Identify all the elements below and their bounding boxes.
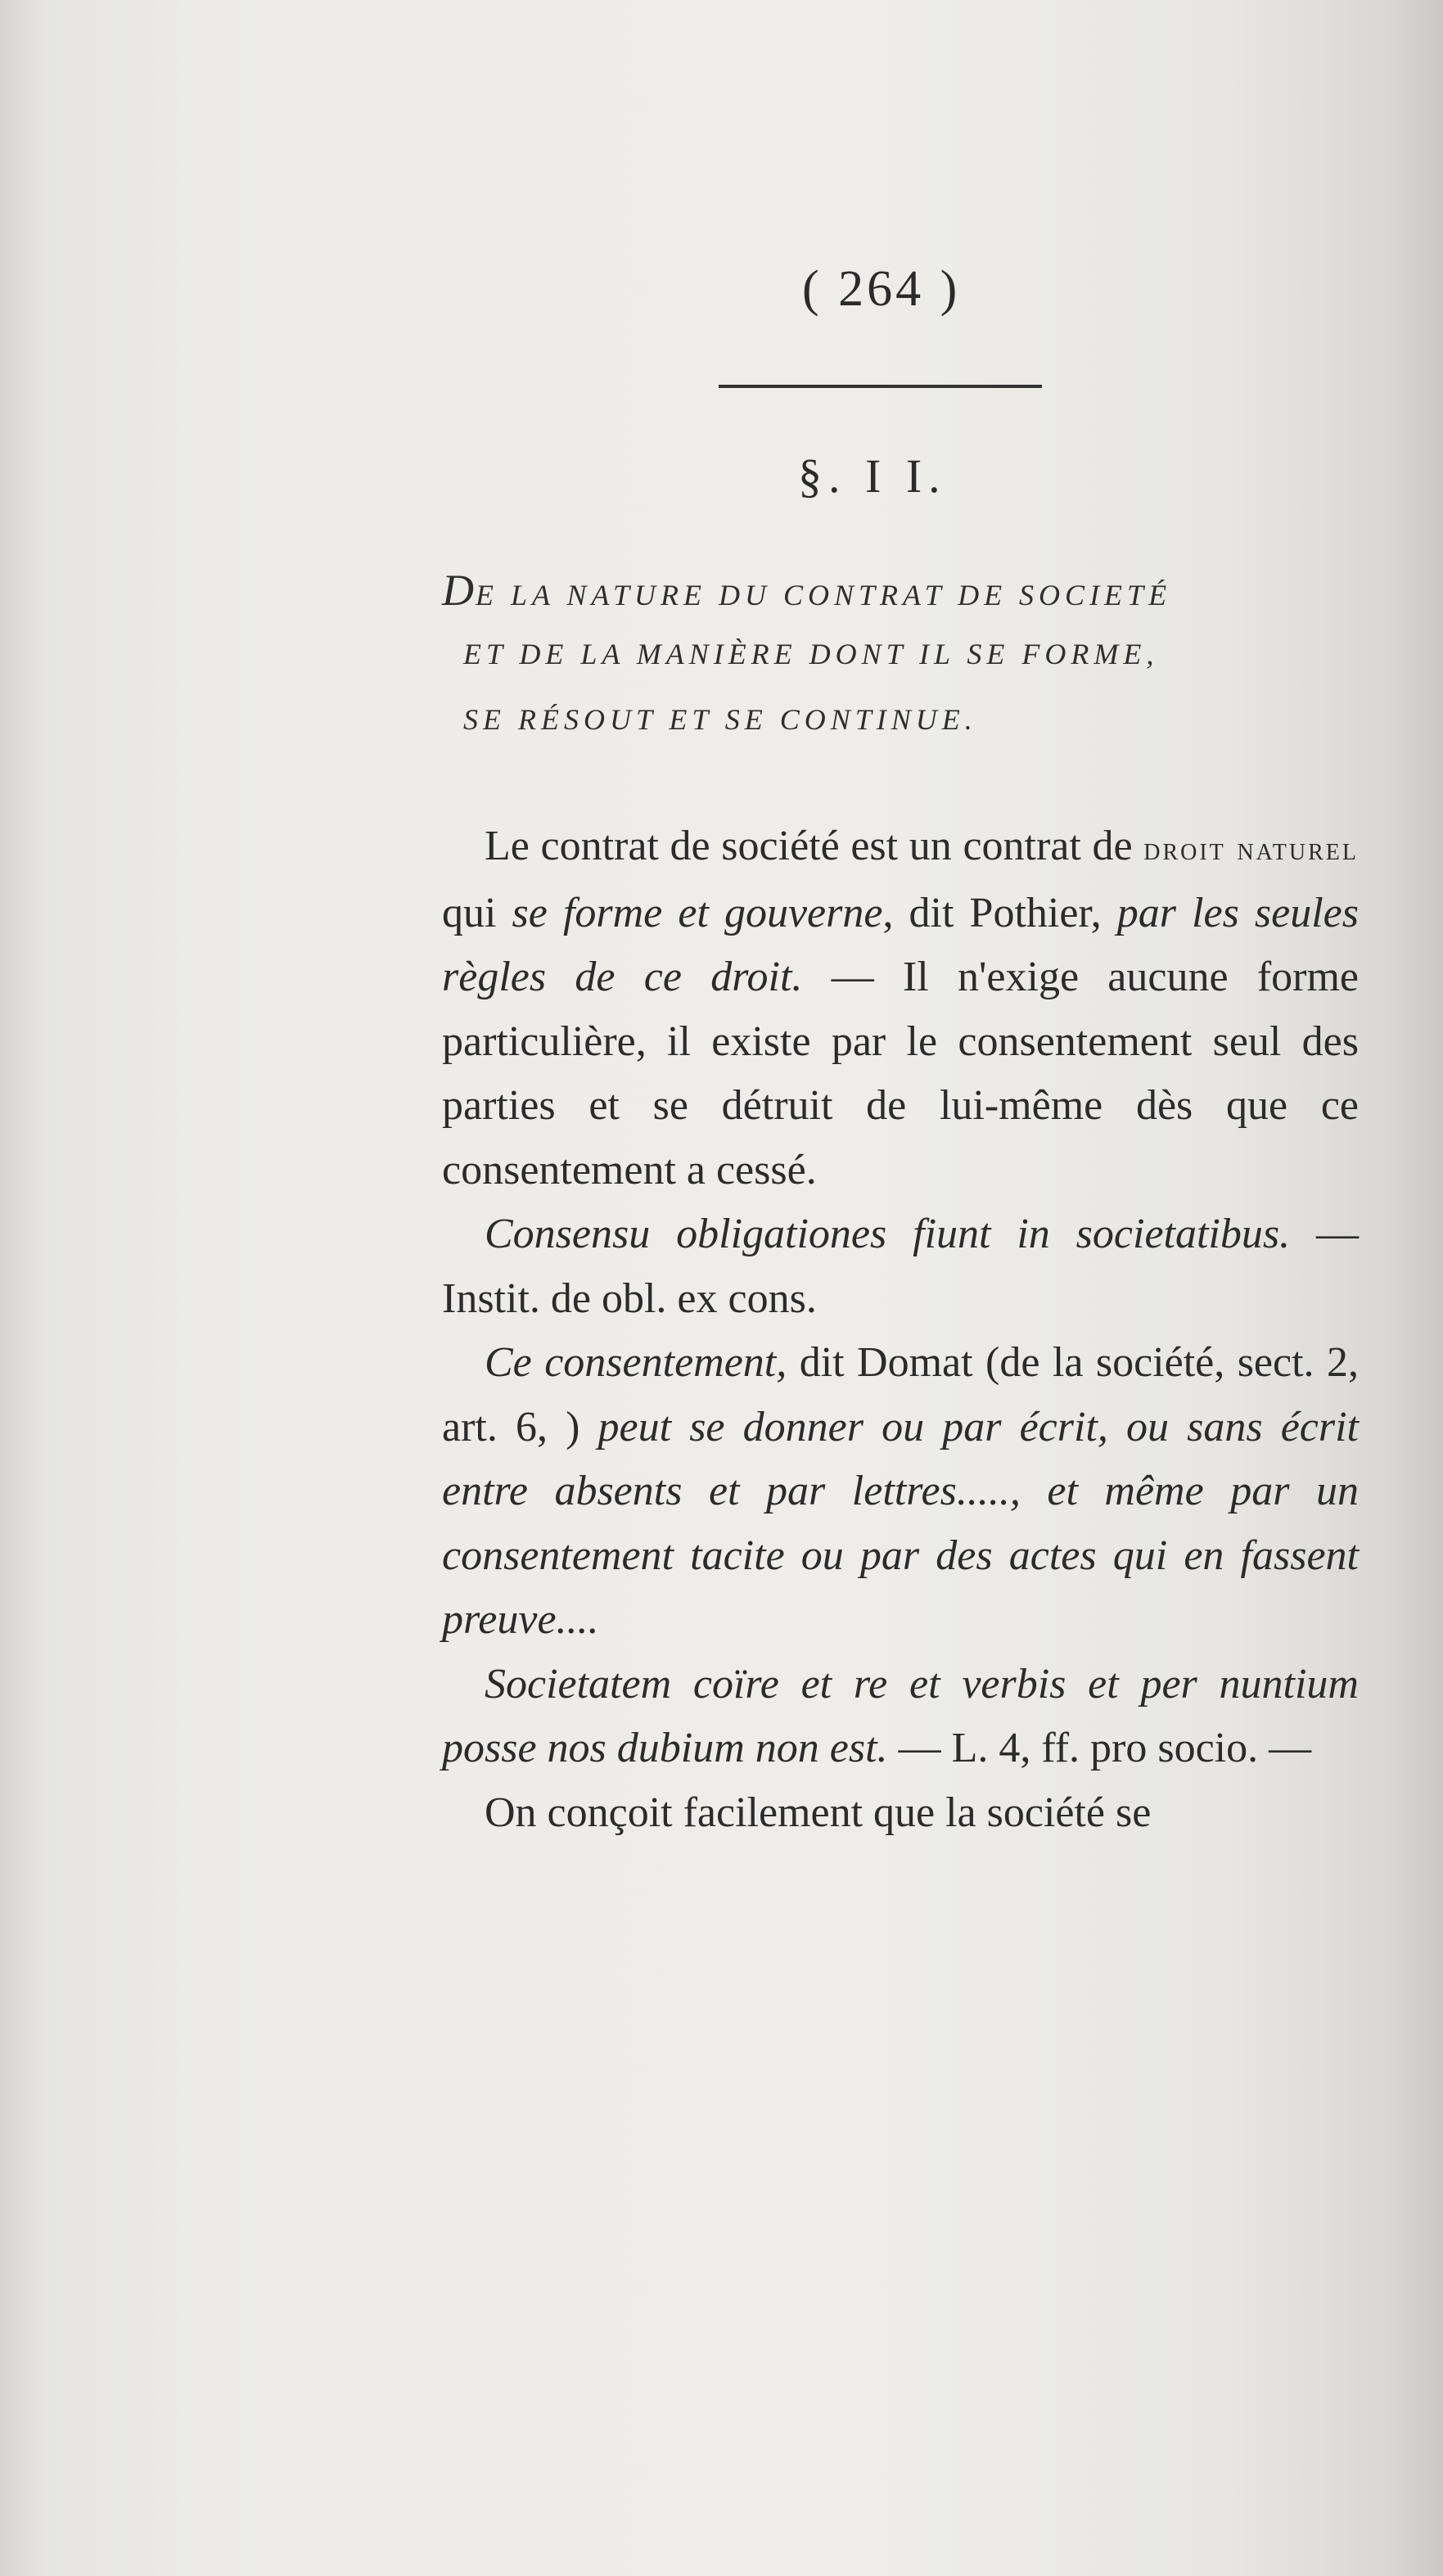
- paragraph-1-text-c: , dit Pothier,: [882, 889, 1117, 936]
- chapter-heading-line-3: SE RÉSOUT ET SE CONTINUE.: [463, 703, 977, 736]
- paragraph-2-citation: — Instit. de obl. ex cons.: [442, 1211, 1359, 1322]
- body-text: [442, 814, 1359, 1845]
- paragraph-1-small-caps: droit naturel: [1143, 830, 1359, 867]
- paragraph-1-text-a: Le contrat de société est un contrat de: [485, 823, 1144, 869]
- paragraph-3-italic-b: peut se donner ou par écrit, ou sans écrit entre absents et par lettres....., et même par un consentement tacite ou par des actes qui en fassent preuve....: [442, 1403, 1359, 1643]
- paragraph-3: [442, 1331, 1359, 1653]
- paragraph-1: [442, 814, 1359, 1202]
- paragraph-2: [442, 1202, 1359, 1331]
- paragraph-3-text: dit Domat (de la société, sect. 2, art. 6, ): [442, 1339, 1359, 1450]
- heading-rest: E LA NATURE DU CONTRAT DE SOCIETÉ: [476, 579, 1172, 611]
- paragraph-4: [442, 1653, 1359, 1781]
- paragraph-1-text-d: — Il n'exige aucune forme particulière, il existe par le consentement seul des parties et se détruit de lui-même dès que ce consentement a cessé.: [442, 954, 1360, 1193]
- paragraph-1-text-b: qui: [442, 889, 512, 936]
- section-number: §. I I.: [798, 449, 947, 503]
- chapter-heading-line-1: [442, 565, 1367, 616]
- page-number: ( 264 ): [802, 261, 961, 317]
- paragraph-5: On conçoit facilement que la société se: [485, 1789, 1152, 1836]
- paragraph-2-italic: Consensu obligationes fiunt in societatibus.: [485, 1211, 1291, 1257]
- paragraph-1-italic-a: se forme et gouverne: [512, 889, 883, 936]
- paragraph-1-italic-b: par les seules règles de ce droit.: [442, 889, 1360, 1000]
- paragraph-3-italic-a: Ce consentement,: [485, 1339, 787, 1386]
- header-rule: [719, 385, 1042, 388]
- paragraph-4-citation: — L. 4, ff. pro socio. —: [887, 1725, 1312, 1771]
- paragraph-4-italic: Societatem coïre et re et verbis et per nuntium posse nos dubium non est.: [442, 1660, 1359, 1771]
- heading-initial-letter: D: [442, 566, 476, 615]
- chapter-heading-line-2: ET DE LA MANIÈRE DONT IL SE FORME,: [463, 638, 1159, 670]
